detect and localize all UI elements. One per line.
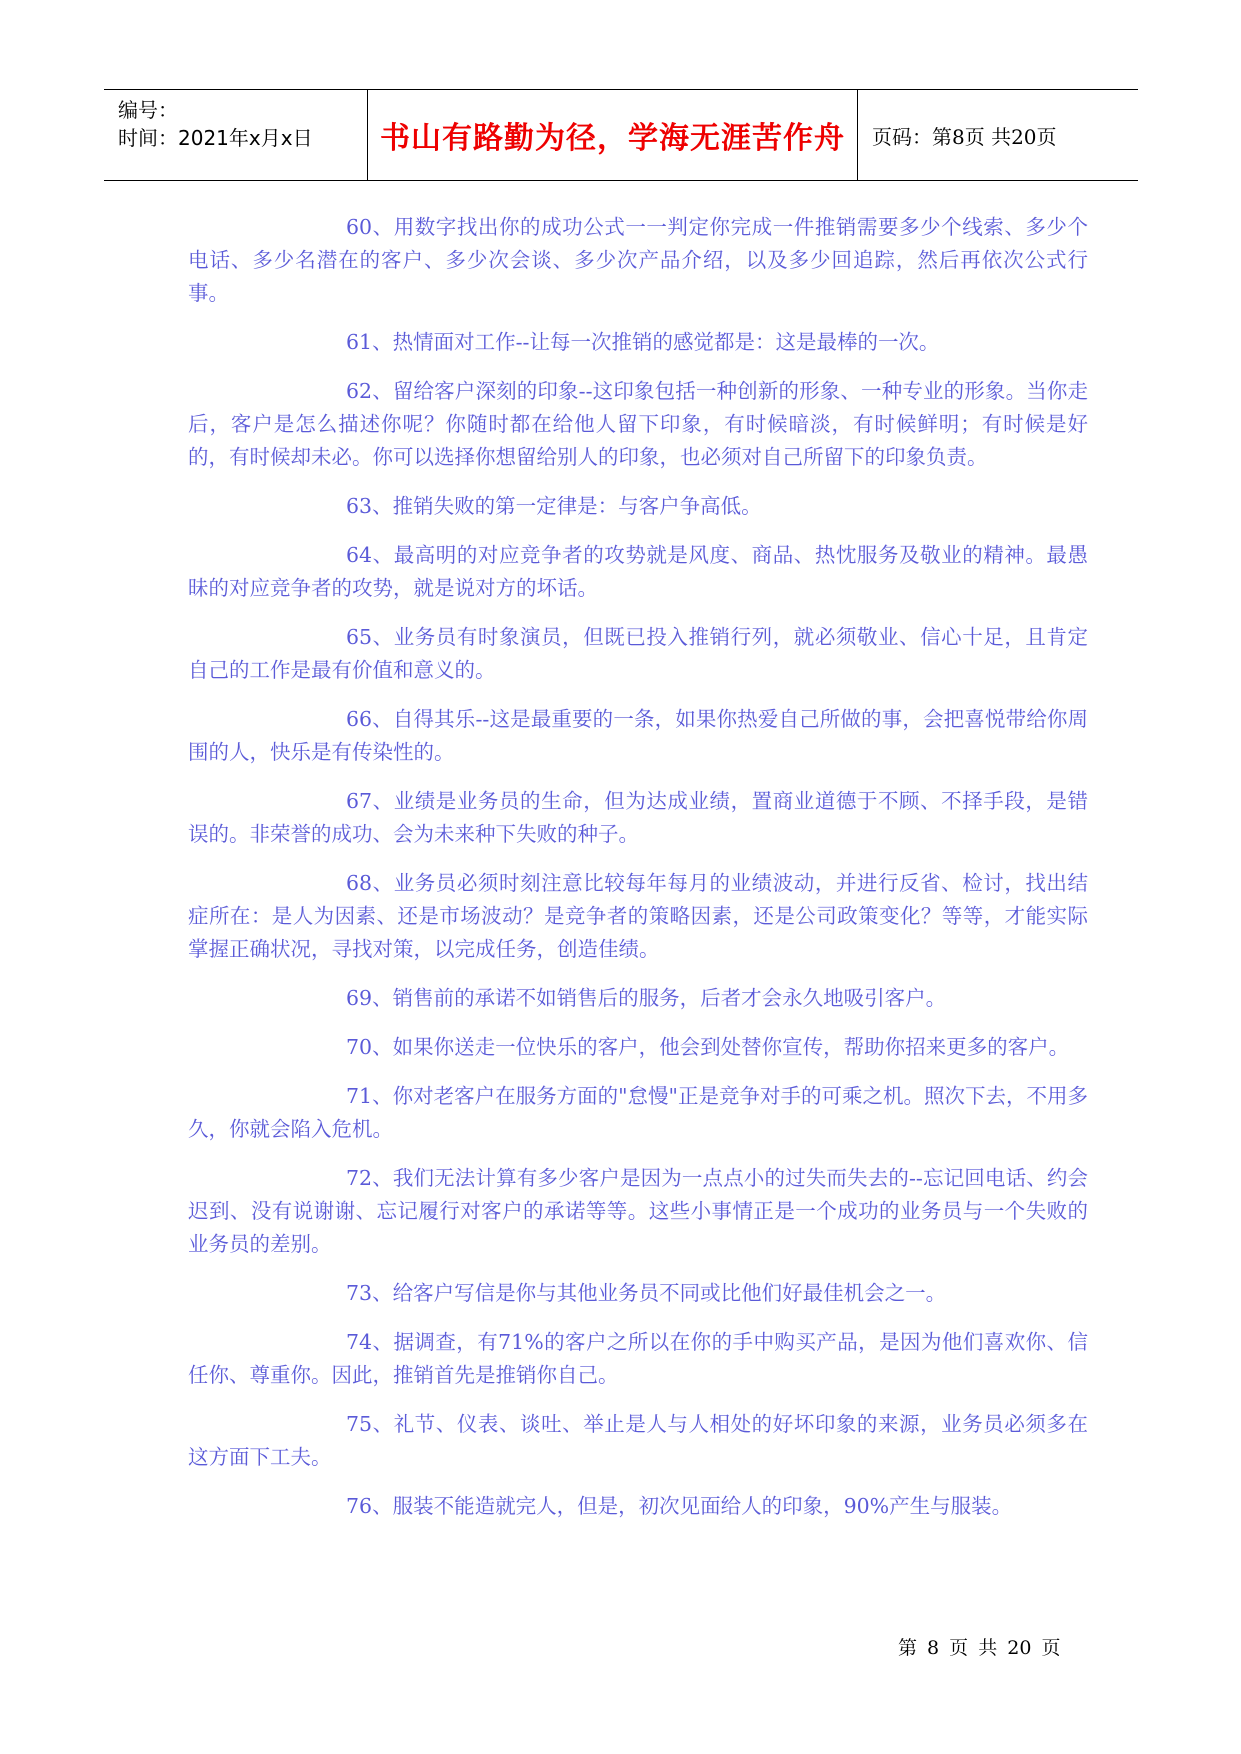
- paragraph: 73、给客户写信是你与其他业务员不同或比他们好最佳机会之一。: [346, 1281, 947, 1305]
- paragraph: 65、业务员有时象演员，但既已投入推销行列，就必须敬业、信心十足，且肯定自己的工作是最有价值和意义的。: [188, 625, 1088, 682]
- header-info-cell: [104, 90, 368, 180]
- document-body: [188, 211, 1088, 1539]
- paragraph: 63、推销失败的第一定律是：与客户争高低。: [346, 494, 762, 518]
- page-header: [104, 89, 1138, 181]
- paragraph: 70、如果你送走一位快乐的客户，他会到处替你宣传，帮助你招来更多的客户。: [346, 1035, 1070, 1059]
- document-time-label: 时间：2021年x月x日: [118, 126, 313, 150]
- paragraph: 64、最高明的对应竞争者的攻势就是风度、商品、热忱服务及敬业的精神。最愚昧的对应竞争者的攻势，就是说对方的坏话。: [188, 543, 1088, 600]
- paragraph: 76、服装不能造就完人，但是，初次见面给人的印象，90%产生与服装。: [346, 1494, 1013, 1518]
- paragraph: 61、热情面对工作--让每一次推销的感觉都是：这是最棒的一次。: [346, 330, 940, 354]
- page-footer: 第 8 页 共 20 页: [898, 1637, 1061, 1659]
- paragraph: 66、自得其乐--这是最重要的一条，如果你热爱自己所做的事，会把喜悦带给你周围的人，快乐是有传染性的。: [188, 707, 1088, 764]
- paragraph: 60、用数字找出你的成功公式一一判定你完成一件推销需要多少个线索、多少个电话、多少名潜在的客户、多少次会谈、多少次产品介绍，以及多少回追踪，然后再依次公式行事。: [188, 215, 1088, 305]
- paragraph: 71、你对老客户在服务方面的"怠慢"正是竞争对手的可乘之机。照次下去，不用多久，你就会陷入危机。: [188, 1084, 1088, 1141]
- paragraph: 74、据调查，有71%的客户之所以在你的手中购买产品，是因为他们喜欢你、信任你、尊重你。因此，推销首先是推销你自己。: [188, 1330, 1088, 1387]
- document-number-label: 编号：: [118, 98, 178, 122]
- paragraph: 62、留给客户深刻的印象--这印象包括一种创新的形象、一种专业的形象。当你走后，客户是怎么描述你呢？你随时都在给他人留下印象，有时候暗淡，有时候鲜明；有时候是好的，有时候却未必。你可以选择你想留给别人的印象，也必须对自己所留下的印象负责。: [188, 379, 1088, 469]
- paragraph: 75、礼节、仪表、谈吐、举止是人与人相处的好坏印象的来源，业务员必须多在这方面下工夫。: [188, 1412, 1088, 1469]
- header-motto-cell: [368, 90, 858, 180]
- paragraph: 68、业务员必须时刻注意比较每年每月的业绩波动，并进行反省、检讨，找出结症所在：是人为因素、还是市场波动？是竞争者的策略因素，还是公司政策变化？等等，才能实际掌握正确状况，寻找对策，以完成任务，创造佳绩。: [188, 871, 1088, 961]
- header-page-cell: [858, 90, 1138, 180]
- header-motto: 书山有路勤为径，学海无涯苦作舟: [380, 121, 845, 156]
- paragraph: 67、业绩是业务员的生命，但为达成业绩，置商业道德于不顾、不择手段，是错误的。非荣誉的成功、会为未来种下失败的种子。: [188, 789, 1088, 846]
- header-page-label: 页码：第8页 共20页: [872, 124, 1057, 149]
- paragraph: 72、我们无法计算有多少客户是因为一点点小的过失而失去的--忘记回电话、约会迟到、没有说谢谢、忘记履行对客户的承诺等等。这些小事情正是一个成功的业务员与一个失败的业务员的差别。: [188, 1166, 1088, 1256]
- paragraph: 69、销售前的承诺不如销售后的服务，后者才会永久地吸引客户。: [346, 986, 947, 1010]
